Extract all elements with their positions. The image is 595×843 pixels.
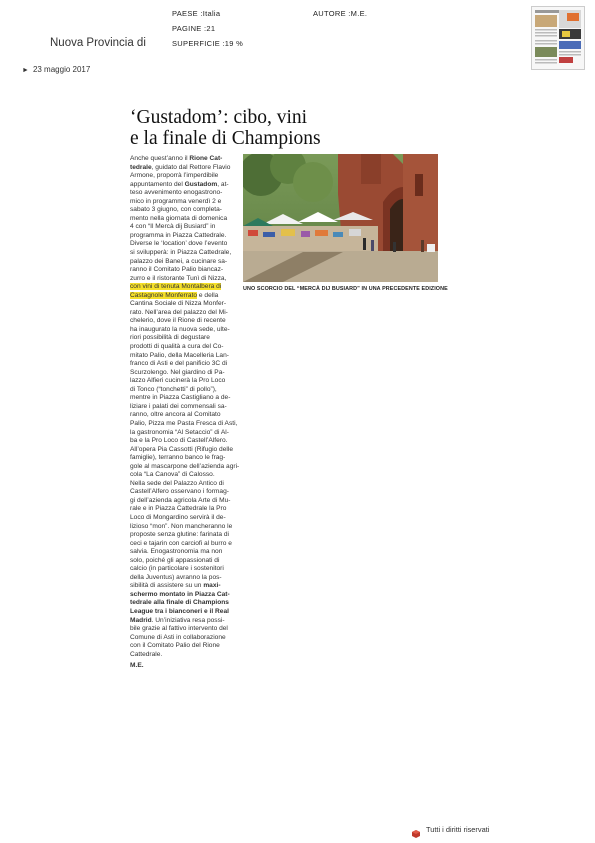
body-text-run: , at- bbox=[217, 180, 229, 188]
body-text-run: mento nella giornata di domenica bbox=[130, 214, 228, 222]
body-text-run: solo, poiché gli appassionati di bbox=[130, 556, 220, 564]
photo-caption: UNO SCORCIO DEL “MERCÀ DIJ BUSIARD” IN UNA PRECEDENTE EDIZIONE bbox=[243, 286, 448, 292]
body-text-run: gi dell’azienda agricola Arte di Mu- bbox=[130, 496, 231, 504]
body-text-run: , guidato dal Rettore Flavio bbox=[151, 163, 231, 171]
body-text-run: si svilupperà: in Piazza Cattedrale, bbox=[130, 249, 232, 257]
body-text-run: la gastronomia “Al Setaccio” di Al- bbox=[130, 428, 229, 436]
market-photo-image bbox=[243, 154, 438, 282]
body-text-run: Scurzolengo. Nel giardino di Pa- bbox=[130, 368, 225, 376]
body-text-run: palazzo dei Banei, a cucinare sa- bbox=[130, 257, 228, 265]
article-signature: M.E. bbox=[130, 662, 144, 669]
body-text-run: cola “La Canova” di Calosso. bbox=[130, 471, 215, 479]
body-text-run: mico in programma venerdì 2 e bbox=[130, 197, 222, 205]
headline-line-2: e la finale di Champions bbox=[130, 128, 321, 149]
pages-label: PAGINE :21 bbox=[172, 24, 216, 33]
body-text-run: ha inaugurato la nuova sede, ulte- bbox=[130, 325, 230, 333]
body-text-run: ranno, oltre ancora al Comitato bbox=[130, 411, 221, 419]
body-text-run: con il Comitato Palio del Rione bbox=[130, 642, 220, 650]
body-text-run: Castell’Alfero osservano i formag- bbox=[130, 488, 229, 496]
body-text-run: Anche quest’anno il bbox=[130, 155, 190, 162]
headline-line-1: ‘Gustadom’: cibo, vini bbox=[130, 107, 308, 128]
body-text-run: Cattedrale. bbox=[130, 650, 163, 658]
body-text-run: Nella sede del Palazzo Antico di bbox=[130, 479, 224, 487]
page-thumbnail-image bbox=[532, 7, 584, 69]
body-text-run: Loco di Mongardino servirà il de- bbox=[130, 513, 226, 521]
body-text-run: lazzo Alfieri cucinerà la Pro Loco bbox=[130, 377, 226, 385]
body-text-run: famiglie), terranno banco le frag- bbox=[130, 454, 226, 462]
body-text-run: Armone, proporrà l’imperdibile bbox=[130, 172, 219, 180]
body-text-run: salvia. Enogastronomia ma non bbox=[130, 548, 223, 556]
body-text-run: mitato Palio, della Macelleria Lan- bbox=[130, 351, 229, 359]
author-label: AUTORE :M.E. bbox=[313, 9, 368, 18]
article-photo bbox=[243, 154, 438, 282]
arrow-right-icon: ► bbox=[22, 67, 29, 74]
bold-text: League tra i bianconeri e il Real bbox=[130, 607, 229, 615]
body-text-run: ba e la Pro Loco di Castell’Alfero. bbox=[130, 437, 228, 445]
bold-text: maxi- bbox=[203, 582, 221, 590]
body-text-run: All’opera Pia Cassotti (Rifugio delle bbox=[130, 445, 233, 453]
body-text-run: riori possibilità di degustare bbox=[130, 334, 210, 342]
bold-text: Madrid bbox=[130, 616, 152, 624]
body-text-run: rale e in Piazza Cattedrale la Pro bbox=[130, 505, 227, 513]
bold-text: Gustadom bbox=[184, 180, 218, 188]
article-headline bbox=[130, 107, 321, 149]
body-text-run: ceci e tajarin con carciofi al burro e bbox=[130, 539, 232, 547]
hexagon-logo-icon bbox=[412, 830, 420, 838]
body-text-run: bile grazie al fattivo intervento del bbox=[130, 625, 228, 633]
body-text-run: ranno il Comitato Palio biancaz- bbox=[130, 266, 224, 274]
body-text-run: liziare i palati dei commensali sa- bbox=[130, 402, 227, 410]
rights-notice: Tutti i diritti riservati bbox=[426, 825, 490, 834]
body-text-run: della Juventus) avranno la pos- bbox=[130, 573, 222, 581]
body-text-run: calcio (in particolare i sostenitori bbox=[130, 565, 224, 573]
source-name: Nuova Provincia di bbox=[50, 37, 146, 49]
body-text-run: di Tonco (“tonchetti” di pollo”), bbox=[130, 385, 217, 393]
bold-text: Rione Cat- bbox=[189, 155, 223, 162]
page-thumbnail bbox=[531, 6, 585, 70]
body-text-run: prodotti di qualità a cura del Co- bbox=[130, 343, 224, 351]
rights-logo-icon bbox=[412, 825, 420, 833]
bold-text: tedrale alla finale di Champions bbox=[130, 599, 229, 607]
body-text-run: sabato 3 giugno, con completa- bbox=[130, 206, 223, 214]
publication-date bbox=[22, 65, 90, 74]
country-label: PAESE :Italia bbox=[172, 9, 221, 18]
highlighted-text: Castagnole Monferrato bbox=[130, 291, 198, 299]
body-text-run: appuntamento del bbox=[130, 180, 185, 188]
body-text-run: proposte senza glutine: farinata di bbox=[130, 531, 229, 539]
body-text-run: mentre in Piazza Castigliano a de- bbox=[130, 394, 231, 402]
body-text-run: Cantina Sociale di Nizza Monfer- bbox=[130, 300, 227, 308]
body-text-run: 4 con “Il Mercà dij Busiard” in bbox=[130, 223, 216, 231]
article-body-column bbox=[130, 155, 240, 659]
body-text-run: programma in Piazza Cattedrale. bbox=[130, 231, 227, 239]
date-text: 23 maggio 2017 bbox=[32, 65, 91, 74]
body-text-run: franco di Asti e del panificio 3C di bbox=[130, 360, 228, 368]
highlighted-text: con vini di tenuta Montalbera di bbox=[130, 283, 222, 291]
article-paragraph bbox=[130, 155, 240, 659]
body-text-run: e della bbox=[197, 291, 219, 299]
body-text-run: Palio, Pizza me Pasta Fresca di Asti, bbox=[130, 419, 238, 427]
body-text-run: gole al mascarpone dell’azienda agri- bbox=[130, 462, 240, 470]
bold-text: schermo montato in Piazza Cat- bbox=[130, 590, 230, 598]
body-text-run: chelerio, dove il Rione di recente bbox=[130, 317, 226, 325]
body-text-run: teso avvenimento enogastrono- bbox=[130, 189, 223, 197]
body-text-run: lizioso “mon”. Non mancheranno le bbox=[130, 522, 233, 530]
body-text-run: zurro e il ristorante Tunì di Nizza, bbox=[130, 274, 227, 282]
body-text-run: rato. Nell’area del palazzo del Mi- bbox=[130, 308, 228, 316]
body-text-run: Diverse le ‘location’ dove l’evento bbox=[130, 240, 228, 248]
body-text-run: Comune di Asti in collaborazione bbox=[130, 633, 226, 641]
body-text-run: . Un’iniziativa resa possi- bbox=[151, 616, 225, 624]
surface-label: SUPERFICIE :19 % bbox=[172, 39, 244, 48]
bold-text: tedrale bbox=[130, 163, 152, 171]
body-text-run: sibilità di assistere su un bbox=[130, 582, 204, 590]
